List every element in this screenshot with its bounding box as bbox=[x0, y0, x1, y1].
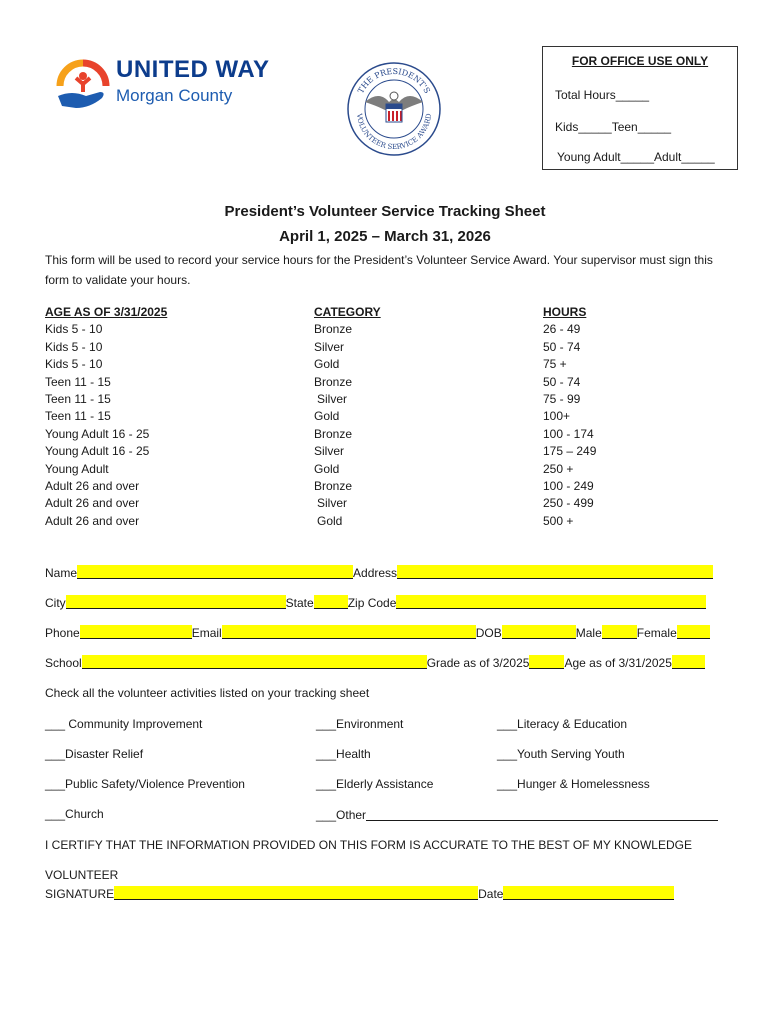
hours-header: HOURS bbox=[543, 305, 587, 319]
category-column bbox=[314, 304, 381, 530]
age-cell: Young Adult 16 - 25 bbox=[45, 426, 150, 441]
category-cell: Bronze bbox=[314, 322, 353, 337]
address-field[interactable] bbox=[397, 565, 713, 579]
date-range: April 1, 2025 – March 31, 2026 bbox=[279, 228, 491, 245]
seal-text-top: THE PRESIDENT'S bbox=[356, 66, 432, 96]
hours-cell: 50 - 74 bbox=[543, 339, 581, 354]
name-label: Name bbox=[45, 566, 78, 580]
age-cell: Teen 11 - 15 bbox=[45, 409, 111, 424]
category-cell: Silver bbox=[317, 392, 348, 407]
phone-field[interactable] bbox=[80, 625, 192, 639]
hand-person-icon bbox=[52, 52, 114, 114]
activity-public-safety[interactable]: ___Public Safety/Violence Prevention bbox=[45, 777, 245, 791]
city-label: City bbox=[45, 596, 66, 610]
male-label: Male bbox=[575, 626, 602, 640]
category-cell: Bronze bbox=[314, 426, 353, 441]
female-label: Female bbox=[636, 626, 677, 640]
phone-label: Phone bbox=[45, 626, 80, 640]
age-cell: Adult 26 and over bbox=[45, 479, 140, 494]
young-adult-line: Young Adult_____Adult_____ bbox=[557, 150, 715, 164]
category-cell: Gold bbox=[314, 461, 340, 476]
activity-church[interactable]: ___Church bbox=[45, 807, 104, 821]
category-cell: Bronze bbox=[314, 374, 353, 389]
age-cell: Teen 11 - 15 bbox=[45, 374, 111, 389]
activity-youth-serving-youth[interactable]: ___Youth Serving Youth bbox=[497, 747, 625, 761]
female-field[interactable] bbox=[677, 625, 710, 639]
activity-community-improvement[interactable]: ___ Community Improvement bbox=[45, 717, 203, 731]
activity-hunger-homelessness[interactable]: ___Hunger & Homelessness bbox=[497, 777, 650, 791]
email-label: Email bbox=[191, 626, 222, 640]
logo-title: UNITED WAY bbox=[116, 56, 270, 83]
age-column bbox=[45, 304, 167, 530]
age-cell: Kids 5 - 10 bbox=[45, 357, 103, 372]
school-label: School bbox=[45, 656, 82, 670]
volunteer-award-seal bbox=[345, 60, 443, 158]
age-field[interactable] bbox=[672, 655, 705, 669]
category-cell: Gold bbox=[314, 409, 340, 424]
logo-subtitle: Morgan County bbox=[116, 86, 233, 105]
zip-field[interactable] bbox=[396, 595, 706, 609]
male-field[interactable] bbox=[602, 625, 637, 639]
hours-cell: 250 + bbox=[543, 461, 574, 476]
hours-cell: 75 + bbox=[543, 357, 567, 372]
hours-cell: 500 + bbox=[543, 513, 574, 528]
age-cell: Young Adult 16 - 25 bbox=[45, 444, 150, 459]
zip-label: Zip Code bbox=[347, 596, 397, 610]
hours-cell: 100+ bbox=[543, 409, 571, 424]
total-hours-line: Total Hours_____ bbox=[555, 88, 650, 102]
office-use-box bbox=[542, 46, 738, 170]
age-label: Age as of 3/31/2025 bbox=[564, 656, 672, 670]
signature-row bbox=[45, 886, 674, 901]
signature-field[interactable] bbox=[114, 886, 478, 900]
office-use-title: FOR OFFICE USE ONLY bbox=[571, 54, 709, 68]
state-label: State bbox=[285, 596, 314, 610]
date-label: Date bbox=[478, 887, 504, 901]
age-cell: Adult 26 and over bbox=[45, 496, 140, 511]
hours-column bbox=[543, 304, 596, 530]
city-field[interactable] bbox=[66, 595, 286, 609]
date-field[interactable] bbox=[503, 886, 674, 900]
hours-cell: 50 - 74 bbox=[543, 374, 581, 389]
city-state-zip-row bbox=[45, 595, 706, 610]
category-cell: Gold bbox=[314, 357, 340, 372]
category-cell: Silver bbox=[317, 496, 348, 511]
age-cell: Kids 5 - 10 bbox=[45, 322, 103, 337]
name-field[interactable] bbox=[77, 565, 353, 579]
sheet-title: President’s Volunteer Service Tracking Sheet bbox=[224, 203, 546, 220]
grade-label: Grade as of 3/2025 bbox=[426, 656, 530, 670]
school-row bbox=[45, 655, 705, 670]
category-header: CATEGORY bbox=[314, 305, 381, 319]
activity-environment[interactable]: ___Environment bbox=[316, 717, 404, 731]
seal-text-bottom: VOLUNTEER SERVICE AWARD bbox=[354, 112, 434, 152]
hours-cell: 75 - 99 bbox=[543, 392, 581, 407]
state-field[interactable] bbox=[314, 595, 348, 609]
age-cell: Teen 11 - 15 bbox=[45, 392, 111, 407]
grade-field[interactable] bbox=[529, 655, 564, 669]
age-cell: Young Adult bbox=[45, 461, 109, 476]
age-header: AGE AS OF 3/31/2025 bbox=[45, 305, 168, 319]
check-prompt: Check all the volunteer activities listed on your tracking sheet bbox=[45, 686, 370, 700]
united-way-logo bbox=[52, 52, 270, 114]
age-cell: Kids 5 - 10 bbox=[45, 339, 103, 354]
category-cell: Gold bbox=[317, 513, 343, 528]
address-label: Address bbox=[353, 566, 398, 580]
hours-cell: 26 - 49 bbox=[543, 322, 581, 337]
activity-health[interactable]: ___Health bbox=[316, 747, 371, 761]
category-cell: Silver bbox=[314, 444, 345, 459]
hours-cell: 100 - 249 bbox=[543, 479, 594, 494]
certify-statement: I CERTIFY THAT THE INFORMATION PROVIDED ON THIS FORM IS ACCURATE TO THE BEST OF MY KNOWLEDGE bbox=[45, 838, 692, 852]
hours-cell: 175 – 249 bbox=[543, 444, 597, 459]
activity-other[interactable] bbox=[316, 807, 718, 822]
phone-email-row bbox=[45, 625, 710, 640]
activity-literacy-education[interactable]: ___Literacy & Education bbox=[497, 717, 628, 731]
activity-elderly-assistance[interactable]: ___Elderly Assistance bbox=[316, 777, 434, 791]
school-field[interactable] bbox=[82, 655, 427, 669]
name-address-row bbox=[45, 565, 713, 580]
other-activity-field[interactable] bbox=[366, 807, 718, 821]
dob-field[interactable] bbox=[502, 625, 576, 639]
dob-label: DOB bbox=[475, 626, 502, 640]
intro-text: This form will be used to record your service hours for the President’s Volunteer Service Award. Your supervisor must sign this form to validate your hours. bbox=[45, 253, 713, 287]
hours-cell: 100 - 174 bbox=[543, 426, 594, 441]
signature-label: SIGNATURE bbox=[45, 887, 115, 901]
email-field[interactable] bbox=[222, 625, 476, 639]
kids-teen-line: Kids_____Teen_____ bbox=[555, 120, 672, 134]
category-cell: Silver bbox=[314, 339, 345, 354]
hours-cell: 250 - 499 bbox=[543, 496, 594, 511]
volunteer-label: VOLUNTEER bbox=[45, 868, 119, 882]
activity-other-label: ___Other bbox=[316, 808, 367, 822]
category-cell: Bronze bbox=[314, 479, 353, 494]
activity-disaster-relief[interactable]: ___Disaster Relief bbox=[45, 747, 144, 761]
age-cell: Adult 26 and over bbox=[45, 513, 140, 528]
